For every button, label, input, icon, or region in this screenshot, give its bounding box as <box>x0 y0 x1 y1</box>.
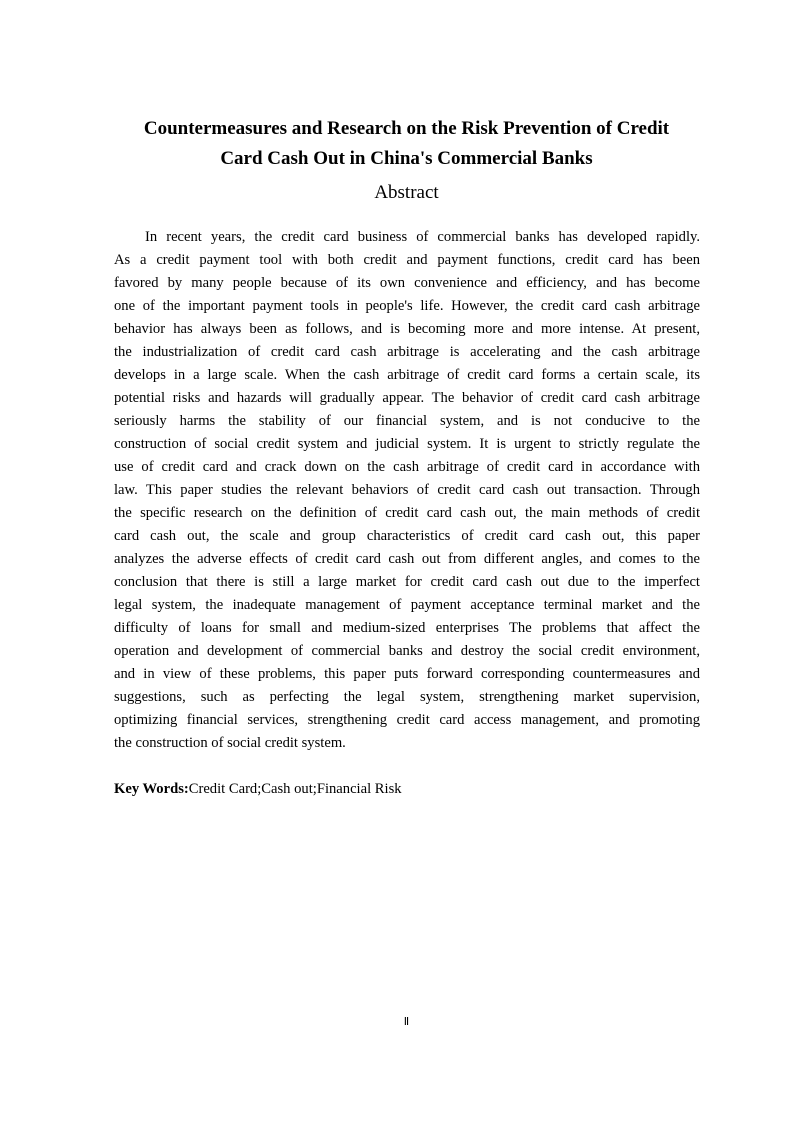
abstract-line: develops in a large scale. When the cash arbitrage of credit card forms a certain scale, its <box>114 367 700 383</box>
abstract-line: suggestions, such as perfecting the legal system, strengthening market supervision, <box>114 689 700 705</box>
keywords-label: Key Words: <box>114 781 189 797</box>
keywords-line <box>114 778 402 801</box>
document-title <box>100 114 713 174</box>
title-line-1: Countermeasures and Research on the Risk Prevention of Credit <box>143 118 670 139</box>
abstract-line: use of credit card and crack down on the cash arbitrage of credit card in accordance with <box>114 459 700 475</box>
abstract-line: In recent years, the credit card business of commercial banks has developed rapidly. <box>145 229 700 245</box>
abstract-paragraph <box>114 226 700 755</box>
abstract-line: the construction of social credit system. <box>114 735 346 751</box>
abstract-line: behavior has always been as follows, and is becoming more and more intense. At present, <box>114 321 700 337</box>
abstract-line: the specific research on the definition of credit card cash out, the main methods of credit <box>114 505 700 521</box>
abstract-line: law. This paper studies the relevant behaviors of credit card cash out transaction. Through <box>114 482 700 498</box>
abstract-line: analyzes the adverse effects of credit card cash out from different angles, and comes to the <box>114 551 700 567</box>
abstract-line: As a credit payment tool with both credit and payment functions, credit card has been <box>114 252 700 268</box>
abstract-heading: Abstract <box>374 182 439 203</box>
abstract-line: one of the important payment tools in people's life. However, the credit card cash arbitrage <box>114 298 700 314</box>
abstract-line: favored by many people because of its own convenience and efficiency, and has become <box>114 275 700 291</box>
abstract-line: card cash out, the scale and group characteristics of credit card cash out, this paper <box>114 528 700 544</box>
title-line-2: Card Cash Out in China's Commercial Banks <box>220 148 593 169</box>
keywords-value: Credit Card;Cash out;Financial Risk <box>188 781 402 797</box>
abstract-line: seriously harms the stability of our financial system, and is not conducive to the <box>114 413 700 429</box>
abstract-line: optimizing financial services, strengthening credit card access management, and promoting <box>114 712 700 728</box>
abstract-line: the industrialization of credit card cash arbitrage is accelerating and the cash arbitrage <box>114 344 700 360</box>
abstract-line: difficulty of loans for small and medium-sized enterprises The problems that affect the <box>114 620 700 636</box>
abstract-line: operation and development of commercial banks and destroy the social credit environment, <box>114 643 700 659</box>
page-number: Ⅱ <box>403 1016 410 1028</box>
abstract-line: conclusion that there is still a large market for credit card cash out due to the imperfect <box>114 574 700 590</box>
abstract-line: legal system, the inadequate management of payment acceptance terminal market and the <box>114 597 700 613</box>
abstract-line: and in view of these problems, this paper puts forward corresponding countermeasures and <box>114 666 700 682</box>
abstract-line: potential risks and hazards will gradually appear. The behavior of credit card cash arbitrage <box>114 390 700 406</box>
abstract-line: construction of social credit system and judicial system. It is urgent to strictly regulate the <box>114 436 700 452</box>
